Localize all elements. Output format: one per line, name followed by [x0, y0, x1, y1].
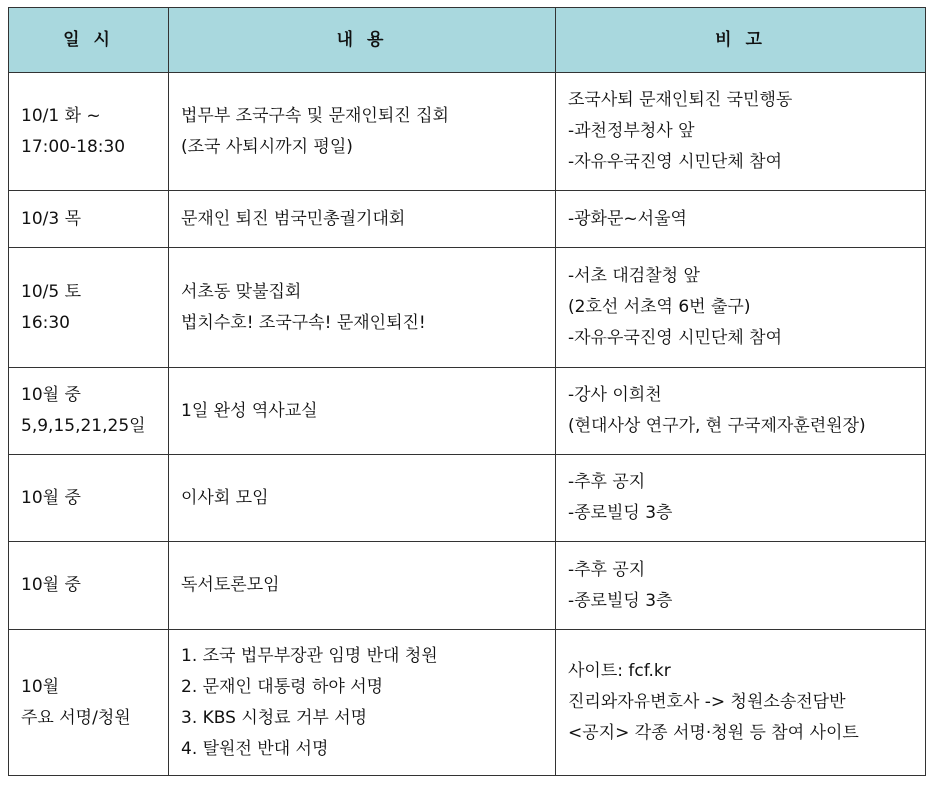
- note-line: -과천정부청사 앞: [568, 121, 695, 141]
- note-line: -종로빌딩 3층: [568, 590, 673, 611]
- date-cell: [9, 368, 169, 455]
- note-cell: [556, 455, 926, 542]
- content-cell: [169, 73, 556, 191]
- content-cell: [169, 455, 556, 542]
- content-line: 1일 완성 역사교실: [181, 400, 318, 421]
- date-line: 5,9,15,21,25일: [21, 416, 146, 436]
- table-row: [9, 630, 926, 776]
- note-line: -자유우국진영 시민단체 참여: [568, 328, 783, 348]
- table-row: [9, 455, 926, 542]
- date-cell: [9, 630, 169, 776]
- note-cell: [556, 630, 926, 776]
- content-line: 4. 탈원전 반대 서명: [181, 738, 329, 759]
- note-line: (현대사상 연구가, 현 구국제자훈련원장): [568, 416, 866, 436]
- content-cell: [169, 248, 556, 368]
- date-line: 10월 중: [21, 487, 81, 508]
- content-line: 독서토론모임: [181, 575, 280, 595]
- date-line: 10월 중: [21, 575, 81, 595]
- table-row: [9, 191, 926, 248]
- header-content: 내 용: [169, 8, 556, 73]
- date-line: 10/5 토: [21, 281, 82, 302]
- note-cell: [556, 248, 926, 368]
- content-line: 문재인 퇴진 범국민총궐기대회: [181, 208, 406, 229]
- header-row: [9, 8, 926, 73]
- table-row: [9, 542, 926, 630]
- note-line: 사이트: fcf.kr: [568, 661, 671, 681]
- content-line: (조국 사퇴시까지 평일): [181, 136, 353, 157]
- content-line: 1. 조국 법무부장관 임명 반대 청원: [181, 645, 438, 666]
- note-line: -추후 공지: [568, 559, 646, 580]
- content-cell: [169, 630, 556, 776]
- table-row: [9, 73, 926, 191]
- date-line: 10/1 화 ~: [21, 105, 101, 126]
- date-line: 주요 서명/청원: [21, 707, 131, 728]
- content-line: 서초동 맞불집회: [181, 281, 302, 302]
- content-line: 이사회 모임: [181, 487, 269, 508]
- content-line: 3. KBS 시청료 거부 서명: [181, 707, 368, 728]
- date-line: 16:30: [21, 312, 70, 333]
- note-cell: [556, 191, 926, 248]
- date-cell: [9, 73, 169, 191]
- date-cell: [9, 191, 169, 248]
- header-note: 비 고: [556, 8, 926, 73]
- table-row: [9, 368, 926, 455]
- note-line: -광화문~서울역: [568, 208, 687, 229]
- note-line: -자유우국진영 시민단체 참여: [568, 152, 783, 172]
- date-line: 17:00-18:30: [21, 136, 126, 157]
- note-line: -서초 대검찰청 앞: [568, 266, 700, 286]
- note-line: 조국사퇴 문재인퇴진 국민행동: [568, 90, 793, 110]
- date-line: 10/3 목: [21, 208, 82, 229]
- table-row: [9, 248, 926, 368]
- note-line: -추후 공지: [568, 472, 646, 492]
- note-line: 진리와자유변호사 -> 청원소송전담반: [568, 692, 846, 712]
- note-line: <공지> 각종 서명·청원 등 참여 사이트: [568, 723, 859, 743]
- content-cell: [169, 368, 556, 455]
- note-cell: [556, 542, 926, 630]
- header-date: 일 시: [9, 8, 169, 73]
- schedule-table: [8, 7, 926, 776]
- date-cell: [9, 455, 169, 542]
- content-cell: [169, 542, 556, 630]
- content-line: 법치수호! 조국구속! 문재인퇴진!: [181, 312, 426, 333]
- content-line: 법무부 조국구속 및 문재인퇴진 집회: [181, 105, 449, 126]
- note-cell: [556, 368, 926, 455]
- date-cell: [9, 542, 169, 630]
- date-line: 10월 중: [21, 385, 81, 405]
- note-line: -종로빌딩 3층: [568, 503, 673, 523]
- content-line: 2. 문재인 대통령 하야 서명: [181, 676, 384, 697]
- date-line: 10월: [21, 676, 60, 697]
- note-line: (2호선 서초역 6번 출구): [568, 297, 751, 317]
- note-cell: [556, 73, 926, 191]
- note-line: -강사 이희천: [568, 385, 662, 405]
- date-cell: [9, 248, 169, 368]
- content-cell: [169, 191, 556, 248]
